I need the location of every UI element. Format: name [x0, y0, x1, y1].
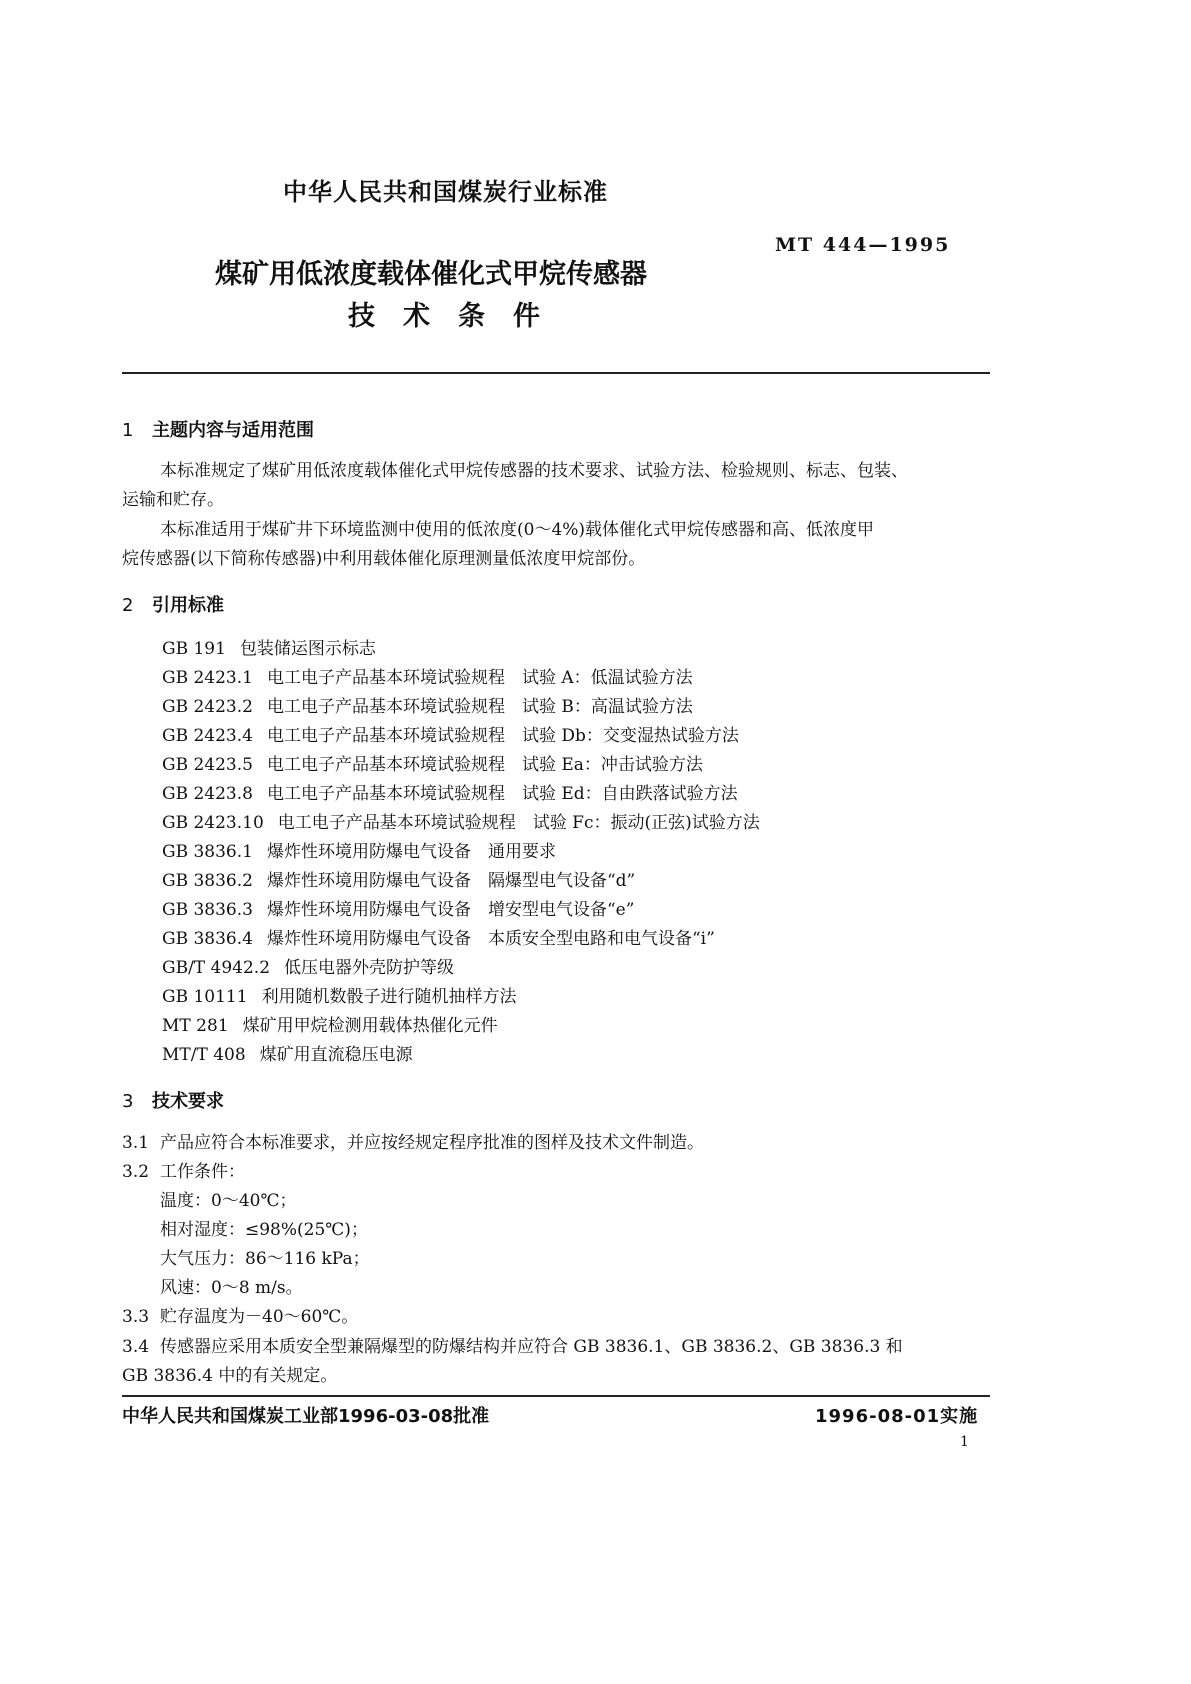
reference-code: GB 10111	[162, 987, 248, 1007]
reference-item	[162, 721, 739, 746]
clause-text: 产品应符合本标准要求，并应按经规定程序批准的图样及技术文件制造。	[160, 1133, 704, 1153]
clause-text-continued: GB 3836.4 中的有关规定。	[122, 1366, 338, 1386]
paragraph-line: 本标准适用于煤矿井下环境监测中使用的低浓度(0～4%)载体催化式甲烷传感器和高、低浓度甲	[160, 520, 875, 540]
paragraph-line: 烷传感器(以下简称传感器)中利用载体催化原理测量低浓度甲烷部份。	[122, 549, 646, 569]
reference-title: 电工电子产品基本环境试验规程 试验 Ed：自由跌落试验方法	[266, 784, 738, 804]
reference-title: 爆炸性环境用防爆电气设备 通用要求	[266, 842, 556, 862]
section-title: 技术要求	[152, 1091, 224, 1112]
reference-item	[162, 866, 635, 891]
reference-code: GB 2423.8	[162, 784, 253, 804]
reference-code: GB 191	[162, 639, 226, 659]
section-number: 2	[122, 595, 134, 616]
clause-3-4	[122, 1333, 903, 1362]
reference-title: 电工电子产品基本环境试验规程 试验 A：低温试验方法	[266, 668, 693, 688]
reference-item	[162, 779, 738, 804]
reference-item	[162, 808, 760, 833]
reference-code: GB 3836.2	[162, 871, 253, 891]
reference-title: 爆炸性环境用防爆电气设备 增安型电气设备“e”	[266, 900, 635, 920]
reference-title: 煤矿用甲烷检测用载体热催化元件	[242, 1016, 498, 1036]
standard-number: MT 444—1995	[775, 234, 951, 256]
condition-item: 温度：0～40℃；	[160, 1191, 297, 1211]
effective-date: 1996-08-01实施	[815, 1406, 979, 1427]
reference-title: 包装储运图示标志	[239, 639, 376, 659]
reference-title: 利用随机数骰子进行随机抽样方法	[261, 987, 517, 1007]
clause-text: 工作条件：	[160, 1162, 245, 1182]
approval-date: 中华人民共和国煤炭工业部1996-03-08批准	[122, 1406, 490, 1427]
reference-code: MT/T 408	[162, 1045, 246, 1065]
section-title: 主题内容与适用范围	[152, 420, 314, 441]
clause-number: 3.2	[122, 1162, 150, 1182]
section-3-heading	[122, 1087, 224, 1113]
reference-code: MT 281	[162, 1016, 229, 1036]
section-2-heading	[122, 591, 224, 617]
reference-code: GB 2423.4	[162, 726, 253, 746]
reference-item	[162, 1011, 498, 1036]
reference-title: 电工电子产品基本环境试验规程 试验 Ea：冲击试验方法	[266, 755, 703, 775]
paragraph-line: 运输和贮存。	[122, 490, 224, 510]
section-number: 3	[122, 1091, 134, 1112]
reference-item	[162, 634, 376, 659]
reference-item	[162, 837, 556, 862]
document-subtitle: 技术条件	[348, 301, 568, 332]
reference-code: GB 3836.1	[162, 842, 253, 862]
reference-item	[162, 982, 517, 1007]
reference-code: GB 3836.4	[162, 929, 253, 949]
clause-3-3	[122, 1303, 358, 1332]
reference-title: 电工电子产品基本环境试验规程 试验 B：高温试验方法	[266, 697, 693, 717]
document-title: 煤矿用低浓度载体催化式甲烷传感器	[215, 259, 647, 290]
clause-text: 贮存温度为－40～60℃。	[160, 1307, 359, 1327]
reference-code: GB 2423.5	[162, 755, 253, 775]
reference-title: 爆炸性环境用防爆电气设备 本质安全型电路和电气设备“i”	[266, 929, 715, 949]
condition-item: 大气压力：86～116 kPa；	[160, 1249, 370, 1269]
clause-3-2	[122, 1158, 245, 1187]
reference-title: 爆炸性环境用防爆电气设备 隔爆型电气设备“d”	[266, 871, 636, 891]
clause-number: 3.1	[122, 1133, 150, 1153]
section-number: 1	[122, 420, 134, 441]
reference-item	[162, 663, 693, 688]
reference-code: GB 2423.2	[162, 697, 253, 717]
section-title: 引用标准	[152, 595, 224, 616]
paragraph-line: 本标准规定了煤矿用低浓度载体催化式甲烷传感器的技术要求、试验方法、检验规则、标志、包装、	[160, 461, 908, 481]
reference-item	[162, 750, 703, 775]
reference-item	[162, 953, 454, 978]
footer-divider	[122, 1395, 990, 1397]
reference-title: 电工电子产品基本环境试验规程 试验 Fc：振动(正弦)试验方法	[277, 813, 760, 833]
reference-title: 煤矿用直流稳压电源	[259, 1045, 413, 1065]
header-divider	[122, 372, 990, 374]
reference-code: GB/T 4942.2	[162, 958, 271, 978]
reference-item	[162, 1040, 413, 1065]
reference-title: 电工电子产品基本环境试验规程 试验 Db：交变湿热试验方法	[266, 726, 739, 746]
reference-item	[162, 895, 634, 920]
clause-number: 3.3	[122, 1307, 150, 1327]
reference-item	[162, 692, 693, 717]
condition-item: 风速：0～8 m/s。	[160, 1278, 303, 1298]
reference-item	[162, 924, 715, 949]
reference-title: 低压电器外壳防护等级	[284, 958, 455, 978]
reference-code: GB 2423.1	[162, 668, 253, 688]
reference-code: GB 2423.10	[162, 813, 264, 833]
clause-text: 传感器应采用本质安全型兼隔爆型的防爆结构并应符合 GB 3836.1、GB 3836.2、GB 3836.3 和	[160, 1337, 903, 1357]
section-1-heading	[122, 416, 314, 442]
clause-number: 3.4	[122, 1337, 150, 1357]
condition-item: 相对湿度：≤98%(25℃)；	[160, 1220, 368, 1240]
issuer-heading: 中华人民共和国煤炭行业标准	[283, 178, 608, 206]
reference-code: GB 3836.3	[162, 900, 253, 920]
page-number: 1	[960, 1434, 969, 1450]
clause-3-1	[122, 1129, 704, 1158]
